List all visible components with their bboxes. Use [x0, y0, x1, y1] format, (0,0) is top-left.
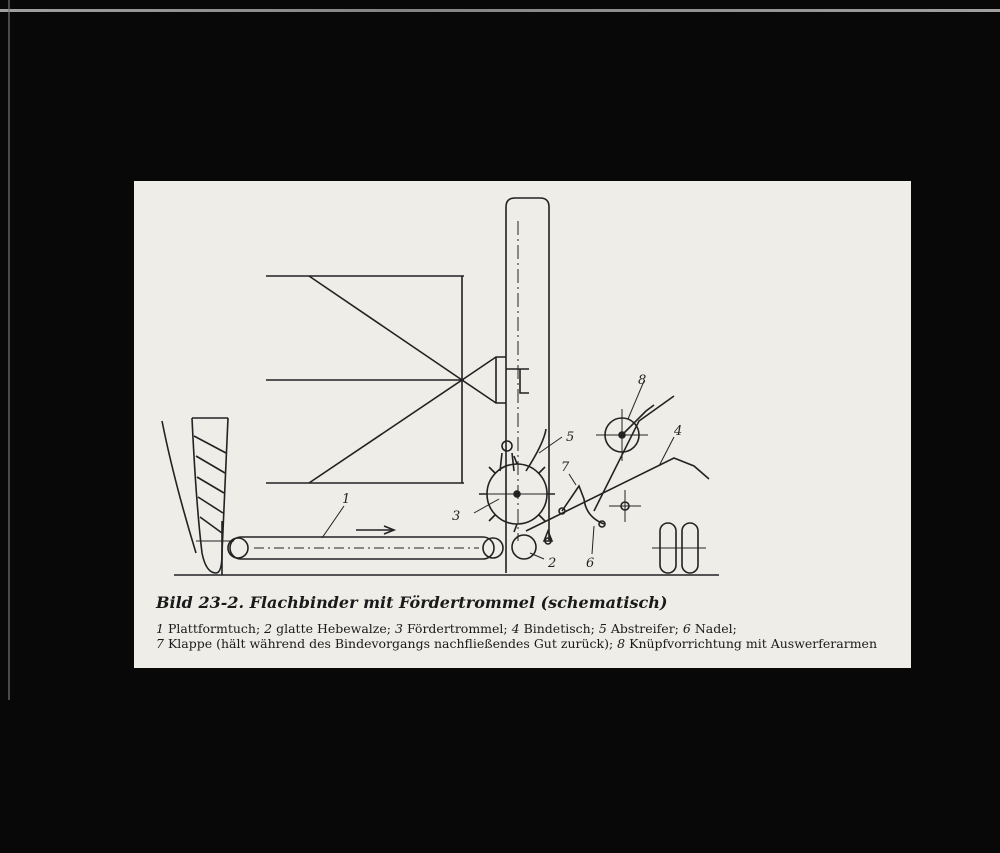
leader-7 [569, 474, 576, 485]
part-label-6: 6 [586, 556, 595, 571]
lifting-roller [512, 535, 536, 559]
legend-text-5: Abstreifer; [610, 621, 679, 636]
legend-num-8: 8 [617, 636, 626, 651]
leader-3 [474, 499, 499, 513]
table-support [544, 531, 552, 541]
legend-text-1: Plattformtuch; [167, 621, 261, 636]
legend-num-7: 7 [156, 636, 164, 651]
crop-divider-curve [162, 421, 196, 553]
leader-6 [592, 526, 594, 554]
part-label-4: 4 [674, 424, 683, 439]
reel-diagonal-lower [309, 380, 462, 483]
legend-num-5: 5 [598, 621, 607, 636]
legend-text-4: Bindetisch; [523, 621, 595, 636]
film-frame-edge-top [0, 9, 1000, 12]
legend-text-3: Fördertrommel; [406, 621, 508, 636]
part-label-1: 1 [342, 492, 351, 507]
stripper-pivot [502, 441, 512, 451]
figure-slide [134, 181, 911, 668]
reel-hub-bracket [462, 357, 506, 403]
figure-title: Bild 23-2. Flachbinder mit Fördertrommel (schematisch) [156, 593, 668, 612]
legend-text-6: Nadel; [694, 621, 737, 636]
part-label-2: 2 [548, 556, 557, 571]
part-label-3: 3 [452, 509, 461, 524]
legend-num-4: 4 [511, 621, 520, 636]
legend-num-6: 6 [682, 621, 691, 636]
figure-legend-line-1 [156, 621, 737, 636]
legend-text-2: glatte Hebewalze; [276, 621, 392, 636]
legend-num-1: 1 [156, 621, 164, 636]
figure-legend-line-2 [156, 636, 877, 651]
binder-schematic-diagram [134, 181, 911, 591]
legend-text-7: Klappe (hält während des Bindevorgangs nachfließendes Gut zurück); [167, 636, 614, 651]
legend-text-8: Knüpfvorrichtung mit Auswerferarmen [629, 636, 878, 651]
ejector-plate [594, 396, 674, 511]
belt-roller-right [483, 538, 503, 558]
leader-1 [322, 506, 344, 538]
legend-num-2: 2 [264, 621, 273, 636]
reel-diagonal-upper [309, 276, 462, 380]
part-label-7: 7 [561, 460, 570, 475]
part-label-8: 8 [638, 373, 647, 388]
elevator-frame [506, 198, 549, 573]
auger-flights [192, 418, 228, 533]
legend-num-3: 3 [395, 621, 403, 636]
part-label-5: 5 [566, 430, 575, 445]
film-frame-edge-left [8, 0, 10, 700]
